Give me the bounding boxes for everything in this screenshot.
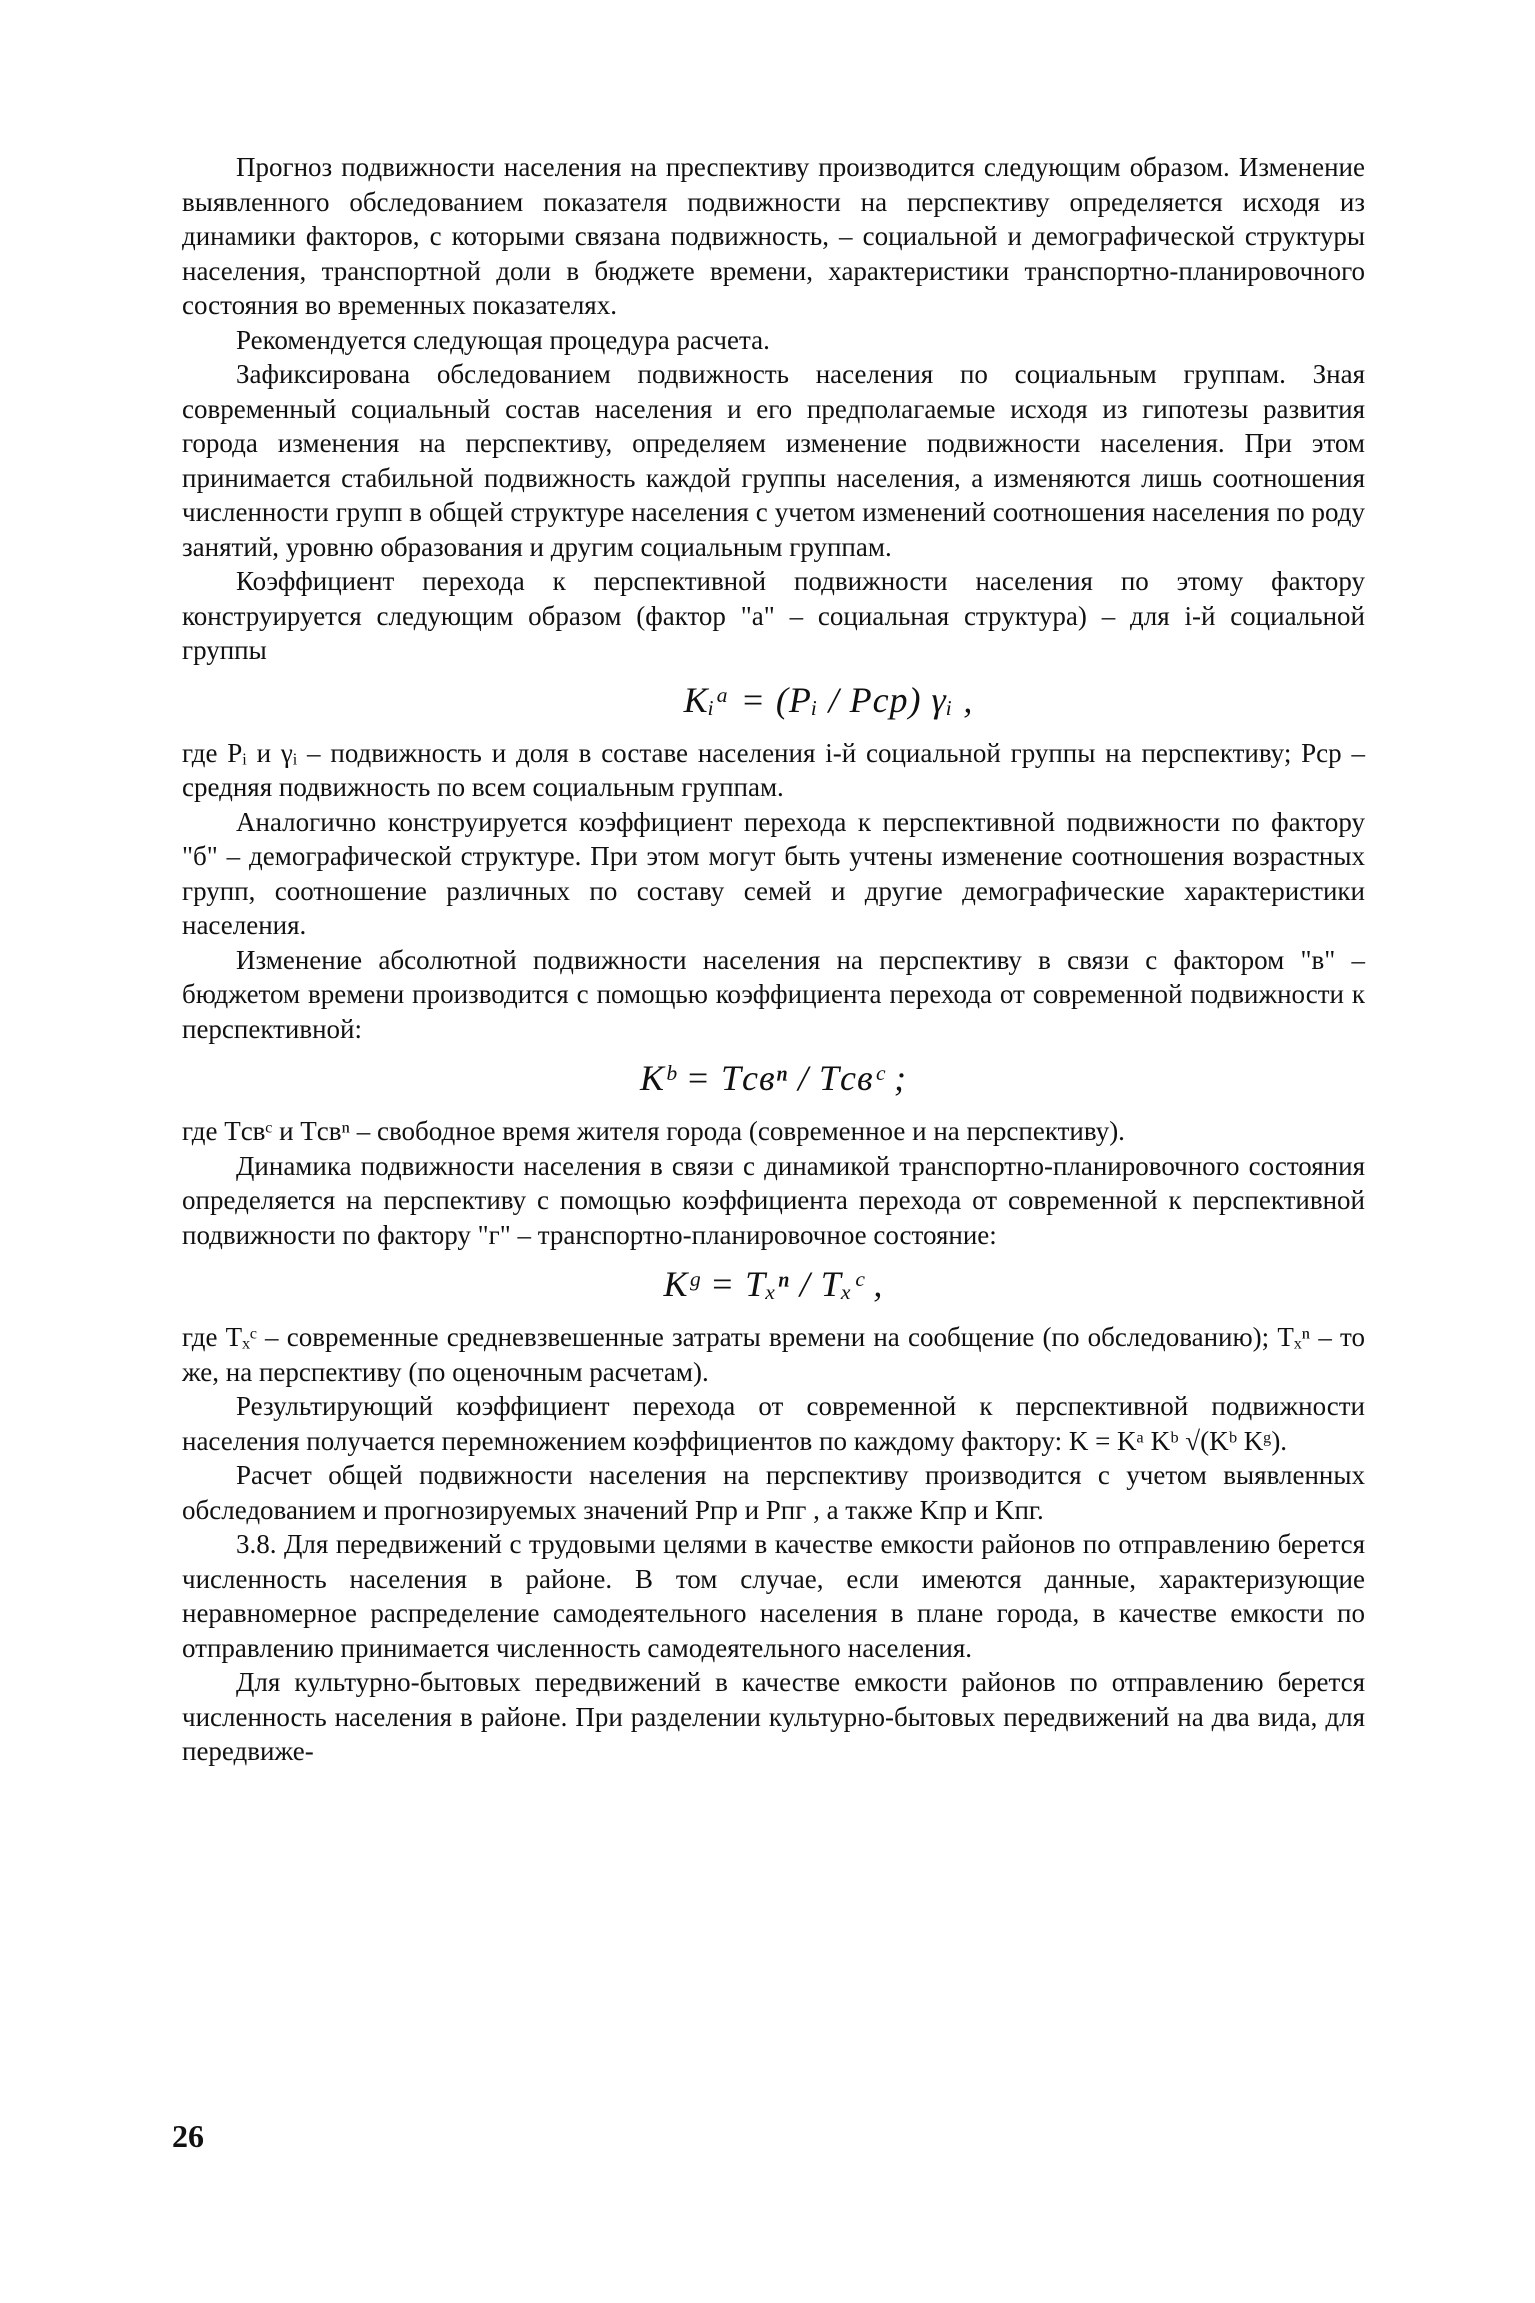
formula-factor-g: Kᵍ = Tₓⁿ / Tₓᶜ ,: [663, 1264, 884, 1304]
paragraph-total-mobility: Расчет общей подвижности населения на перспективу производится с учетом выявленных обследованием и прогнозируемых значений Pпр и Pпг , а также Kпр и Kпг.: [182, 1460, 1365, 1525]
paragraph-procedure: Рекомендуется следующая процедура расчета.: [236, 324, 770, 355]
paragraph-section-3-8: 3.8. Для передвижений с трудовыми целями в качестве емкости районов по отправлению берется численность населения в районе. В том случае, если имеются данные, характеризующие неравномерное распределение самодеятельного населения в плане города, в качестве емкости по отправлению принимается численность самодеятельного населения.: [182, 1529, 1365, 1663]
paragraph-factor-a-legend: где Pᵢ и γᵢ – подвижность и доля в составе населения i-й социальной группы на перспективу; Pср – средняя подвижность по всем социальным группам.: [182, 737, 1365, 802]
paragraph-factor-a: Коэффициент перехода к перспективной подвижности населения по этому фактору конструируется следующим образом (фактор "а" – социальная структура) – для i-й социальной группы: [182, 566, 1365, 665]
paragraph-forecast-intro: Прогноз подвижности населения на преспективу производится следующим образом. Изменение выявленного обследованием показателя подвижности на перспективу определяется исходя из динамики факторов, с которыми связана подвижность, – социальной и демографической структуры населения, транспортной доли в бюджете времени, характеристики транспортно-планировочного состояния во временных показателях.: [182, 152, 1365, 320]
formula-factor-a: Kᵢᵃ = (Pᵢ / Pср) γᵢ ,: [683, 679, 974, 720]
paragraph-factor-b: Аналогично конструируется коэффициент перехода к перспективной подвижности по фактору "б" – демографической структуре. При этом могут быть учтены изменение соотношения возрастных групп, соотношение различных по составу семей и другие демографические характеристики населения.: [182, 806, 1365, 940]
paragraph-factor-v: Изменение абсолютной подвижности населения на перспективу в связи с фактором "в" – бюджетом времени производится с помощью коэффициента перехода от современной подвижности к перспективной:: [182, 944, 1365, 1044]
paragraph-resulting-coefficient: Результирующий коэффициент перехода от современной к перспективной подвижности населения получается перемножением коэффициентов по каждому фактору: K = Kᵃ Kᵇ √(Kᵇ Kᵍ).: [182, 1391, 1365, 1456]
paragraph-factor-g-legend: где Tₓᶜ – современные средневзвешенные затраты времени на сообщение (по обследованию); Tₓⁿ – то же, на перспективу (по оценочным расчетам).: [182, 1322, 1365, 1387]
paragraph-social-groups: Зафиксирована обследованием подвижность населения по социальным группам. Зная современный социальный состав населения и его предполагаемые исходя из гипотезы развития города изменения на перспективу, определяем изменение подвижности населения. При этом принимается стабильной подвижность каждой группы населения, а изменяются лишь соотношения численности групп в общей структуре населения с учетом изменений соотношения населения по роду занятий, уровню образования и другим социальным группам.: [182, 359, 1365, 562]
page-number: 26: [172, 2118, 204, 2154]
document-page: [182, 150, 1365, 1769]
paragraph-cultural-trips: Для культурно-бытовых передвижений в качестве емкости районов по отправлению берется численность населения в районе. При разделении культурно-бытовых передвижений на два вида, для передвиже-: [182, 1667, 1365, 1766]
paragraph-factor-g: Динамика подвижности населения в связи с динамикой транспортно-планировочного состояния определяется на перспективу с помощью коэффициента перехода от современной к перспективной подвижности по фактору "г" – транспортно-планировочное состояние:: [182, 1150, 1365, 1250]
formula-factor-v: Kᵇ = Tсвⁿ / Tсвᶜ ;: [639, 1058, 908, 1098]
paragraph-factor-v-legend: где Tсвᶜ и Tсвⁿ – свободное время жителя города (современное и на перспективу).: [182, 1116, 1125, 1146]
